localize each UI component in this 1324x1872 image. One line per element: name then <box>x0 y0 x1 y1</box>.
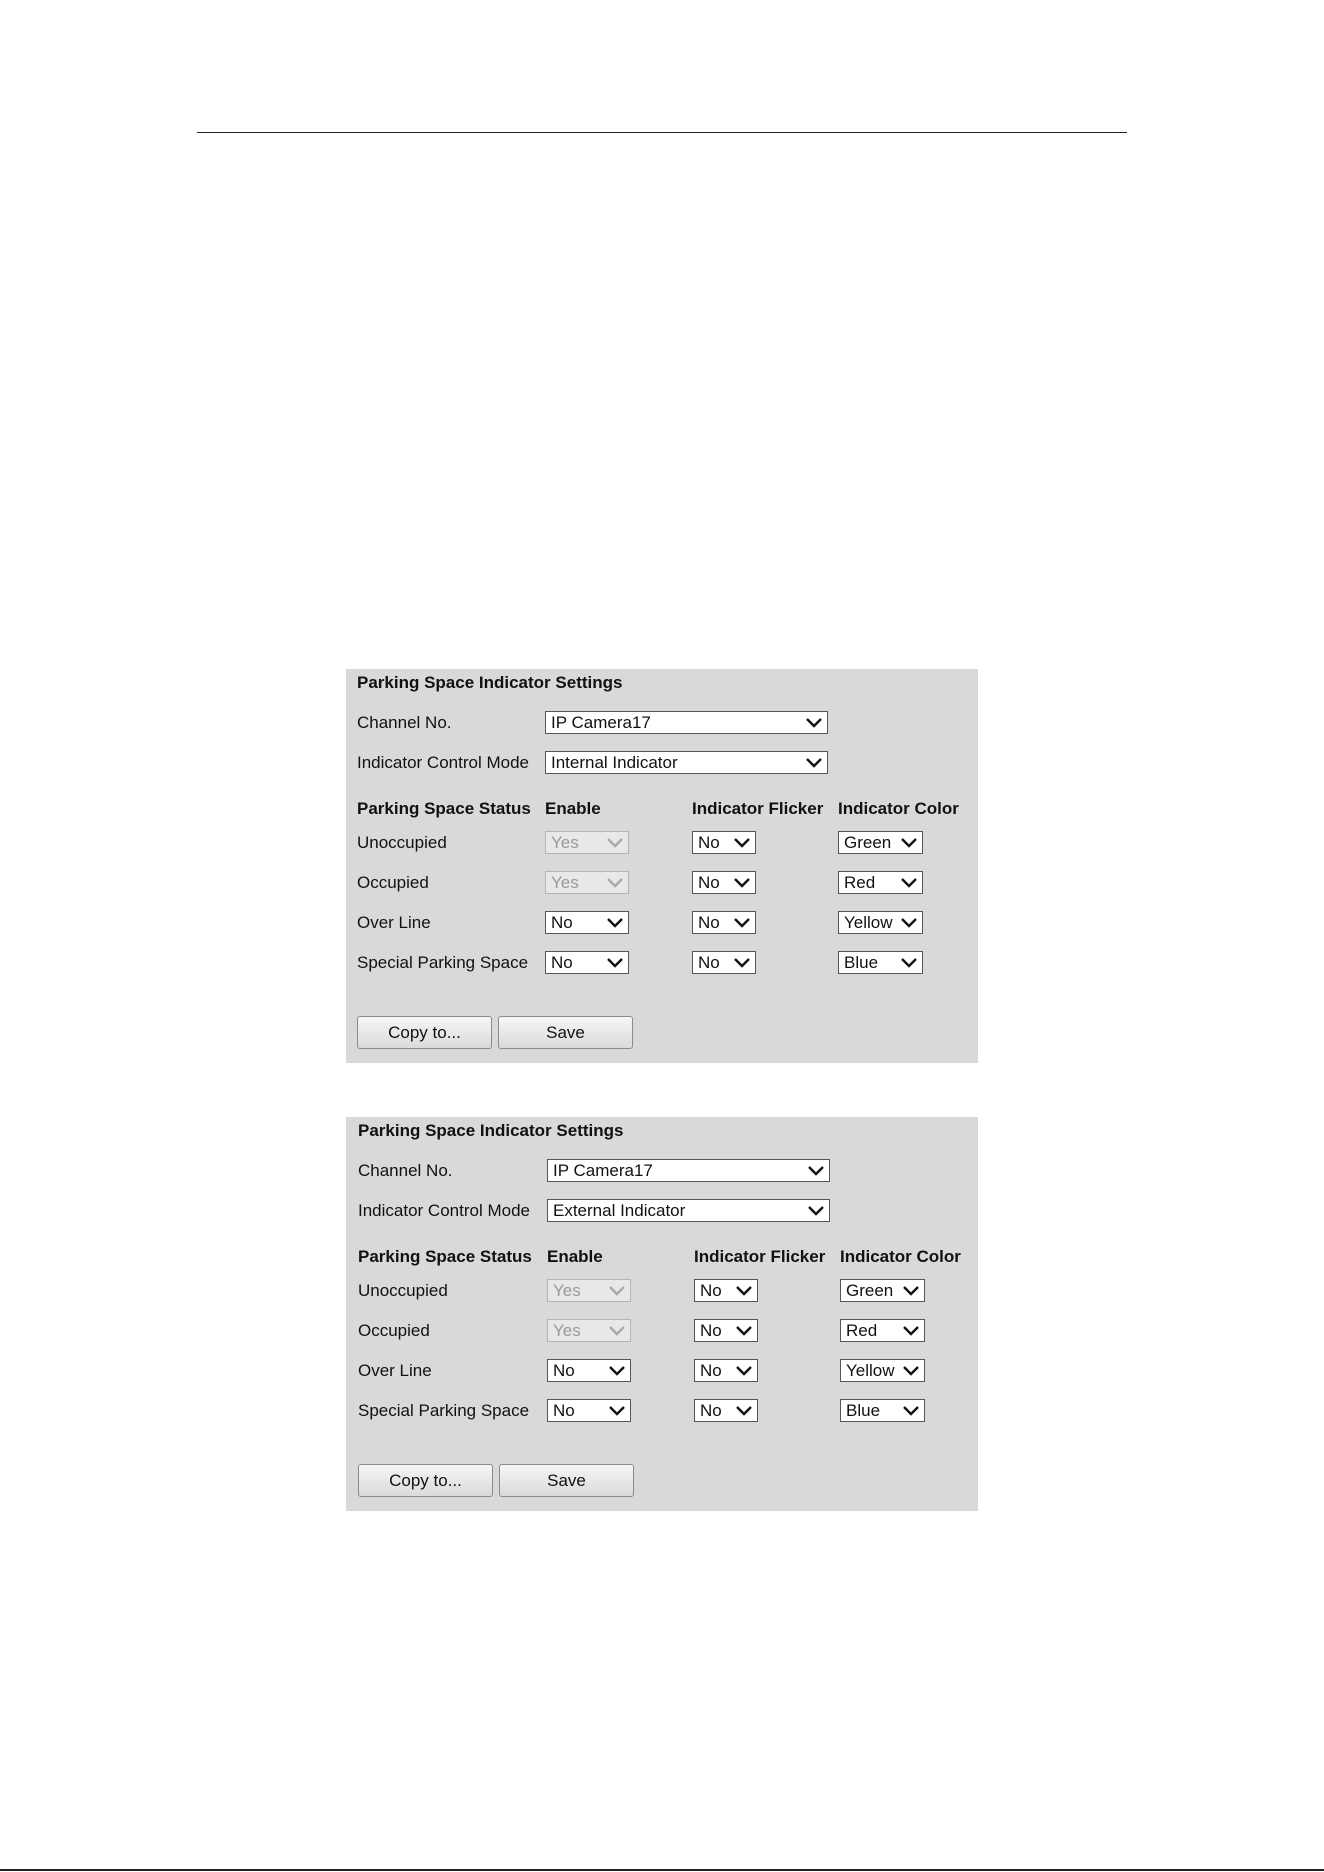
enable-value: No <box>551 953 573 972</box>
flicker-value: No <box>700 1281 722 1300</box>
chevron-down-icon <box>806 717 822 728</box>
panel-title: Parking Space Indicator Settings <box>357 673 623 692</box>
color-value: Yellow <box>844 913 893 932</box>
mode-select[interactable] <box>545 751 828 774</box>
channel-label: Channel No. <box>358 1161 453 1180</box>
chevron-down-icon <box>901 837 917 848</box>
color-value: Blue <box>844 953 879 972</box>
panel-title: Parking Space Indicator Settings <box>358 1121 624 1140</box>
row-label-unoccupied: Unoccupied <box>357 833 447 852</box>
enable-value: No <box>551 913 573 932</box>
channel-label: Channel No. <box>357 713 452 732</box>
copy-to-button[interactable]: Copy to... <box>357 1016 492 1049</box>
color-value: Green <box>846 1281 894 1300</box>
flicker-select-unoccupied[interactable] <box>692 831 756 854</box>
enable-select-unoccupied <box>545 831 629 854</box>
chevron-down-icon <box>901 957 917 968</box>
header-color: Indicator Color <box>838 799 959 818</box>
flicker-value: No <box>698 833 720 852</box>
enable-value: Yes <box>553 1321 581 1340</box>
row-label-special-parking-space: Special Parking Space <box>357 953 529 972</box>
chevron-down-icon <box>607 917 623 928</box>
flicker-select-special-parking-space[interactable] <box>694 1399 758 1422</box>
header-flicker: Indicator Flicker <box>692 799 824 818</box>
flicker-value: No <box>700 1361 722 1380</box>
enable-select-unoccupied <box>547 1279 631 1302</box>
enable-select-special-parking-space[interactable] <box>545 951 629 974</box>
header-status: Parking Space Status <box>357 799 531 818</box>
chevron-down-icon <box>806 757 822 768</box>
chevron-down-icon <box>903 1405 919 1416</box>
mode-label: Indicator Control Mode <box>357 753 529 772</box>
color-select-occupied[interactable] <box>840 1319 925 1342</box>
chevron-down-icon <box>903 1285 919 1296</box>
mode-label: Indicator Control Mode <box>358 1201 530 1220</box>
enable-value: Yes <box>553 1281 581 1300</box>
header-flicker: Indicator Flicker <box>694 1247 826 1266</box>
color-select-over-line[interactable] <box>838 911 923 934</box>
flicker-select-occupied[interactable] <box>692 871 756 894</box>
chevron-down-icon <box>609 1325 625 1336</box>
chevron-down-icon <box>901 877 917 888</box>
flicker-select-unoccupied[interactable] <box>694 1279 758 1302</box>
color-select-unoccupied[interactable] <box>838 831 923 854</box>
flicker-select-occupied[interactable] <box>694 1319 758 1342</box>
chevron-down-icon <box>734 917 750 928</box>
channel-select-value: IP Camera17 <box>553 1161 653 1180</box>
chevron-down-icon <box>607 837 623 848</box>
parking-indicator-settings-panel-external <box>346 1117 978 1511</box>
save-button[interactable]: Save <box>498 1016 633 1049</box>
flicker-select-over-line[interactable] <box>694 1359 758 1382</box>
header-enable: Enable <box>545 799 601 818</box>
color-value: Red <box>844 873 876 892</box>
header-status: Parking Space Status <box>358 1247 532 1266</box>
chevron-down-icon <box>903 1325 919 1336</box>
flicker-select-over-line[interactable] <box>692 911 756 934</box>
chevron-down-icon <box>609 1285 625 1296</box>
color-select-special-parking-space[interactable] <box>840 1399 925 1422</box>
chevron-down-icon <box>607 877 623 888</box>
enable-select-occupied <box>545 871 629 894</box>
chevron-down-icon <box>607 957 623 968</box>
page-header-rule <box>197 132 1127 133</box>
chevron-down-icon <box>734 957 750 968</box>
copy-to-button[interactable]: Copy to... <box>358 1464 493 1497</box>
color-value: Blue <box>846 1401 881 1420</box>
mode-select-value: Internal Indicator <box>551 753 678 772</box>
chevron-down-icon <box>903 1365 919 1376</box>
mode-select-value: External Indicator <box>553 1201 686 1220</box>
chevron-down-icon <box>734 837 750 848</box>
channel-select[interactable] <box>545 711 828 734</box>
flicker-value: No <box>698 953 720 972</box>
row-label-special-parking-space: Special Parking Space <box>358 1401 530 1420</box>
color-select-over-line[interactable] <box>840 1359 925 1382</box>
save-button[interactable]: Save <box>499 1464 634 1497</box>
color-value: Green <box>844 833 892 852</box>
flicker-value: No <box>700 1401 722 1420</box>
chevron-down-icon <box>736 1365 752 1376</box>
enable-value: No <box>553 1401 575 1420</box>
color-select-unoccupied[interactable] <box>840 1279 925 1302</box>
parking-indicator-settings-panel-internal <box>346 669 978 1063</box>
row-label-occupied: Occupied <box>357 873 429 892</box>
mode-select[interactable] <box>547 1199 830 1222</box>
enable-value: Yes <box>551 833 579 852</box>
chevron-down-icon <box>734 877 750 888</box>
row-label-occupied: Occupied <box>358 1321 430 1340</box>
row-label-over-line: Over Line <box>358 1361 432 1380</box>
flicker-value: No <box>698 873 720 892</box>
chevron-down-icon <box>808 1205 824 1216</box>
flicker-value: No <box>698 913 720 932</box>
chevron-down-icon <box>808 1165 824 1176</box>
flicker-value: No <box>700 1321 722 1340</box>
channel-select[interactable] <box>547 1159 830 1182</box>
flicker-select-special-parking-space[interactable] <box>692 951 756 974</box>
chevron-down-icon <box>736 1325 752 1336</box>
enable-select-special-parking-space[interactable] <box>547 1399 631 1422</box>
channel-select-value: IP Camera17 <box>551 713 651 732</box>
enable-value: Yes <box>551 873 579 892</box>
color-value: Yellow <box>846 1361 895 1380</box>
chevron-down-icon <box>736 1285 752 1296</box>
enable-value: No <box>553 1361 575 1380</box>
enable-select-over-line[interactable] <box>547 1359 631 1382</box>
header-color: Indicator Color <box>840 1247 961 1266</box>
color-select-occupied[interactable] <box>838 871 923 894</box>
chevron-down-icon <box>609 1405 625 1416</box>
enable-select-over-line[interactable] <box>545 911 629 934</box>
chevron-down-icon <box>736 1405 752 1416</box>
header-enable: Enable <box>547 1247 603 1266</box>
row-label-unoccupied: Unoccupied <box>358 1281 448 1300</box>
chevron-down-icon <box>901 917 917 928</box>
color-select-special-parking-space[interactable] <box>838 951 923 974</box>
color-value: Red <box>846 1321 878 1340</box>
chevron-down-icon <box>609 1365 625 1376</box>
page-footer-rule <box>0 1869 1324 1871</box>
row-label-over-line: Over Line <box>357 913 431 932</box>
enable-select-occupied <box>547 1319 631 1342</box>
